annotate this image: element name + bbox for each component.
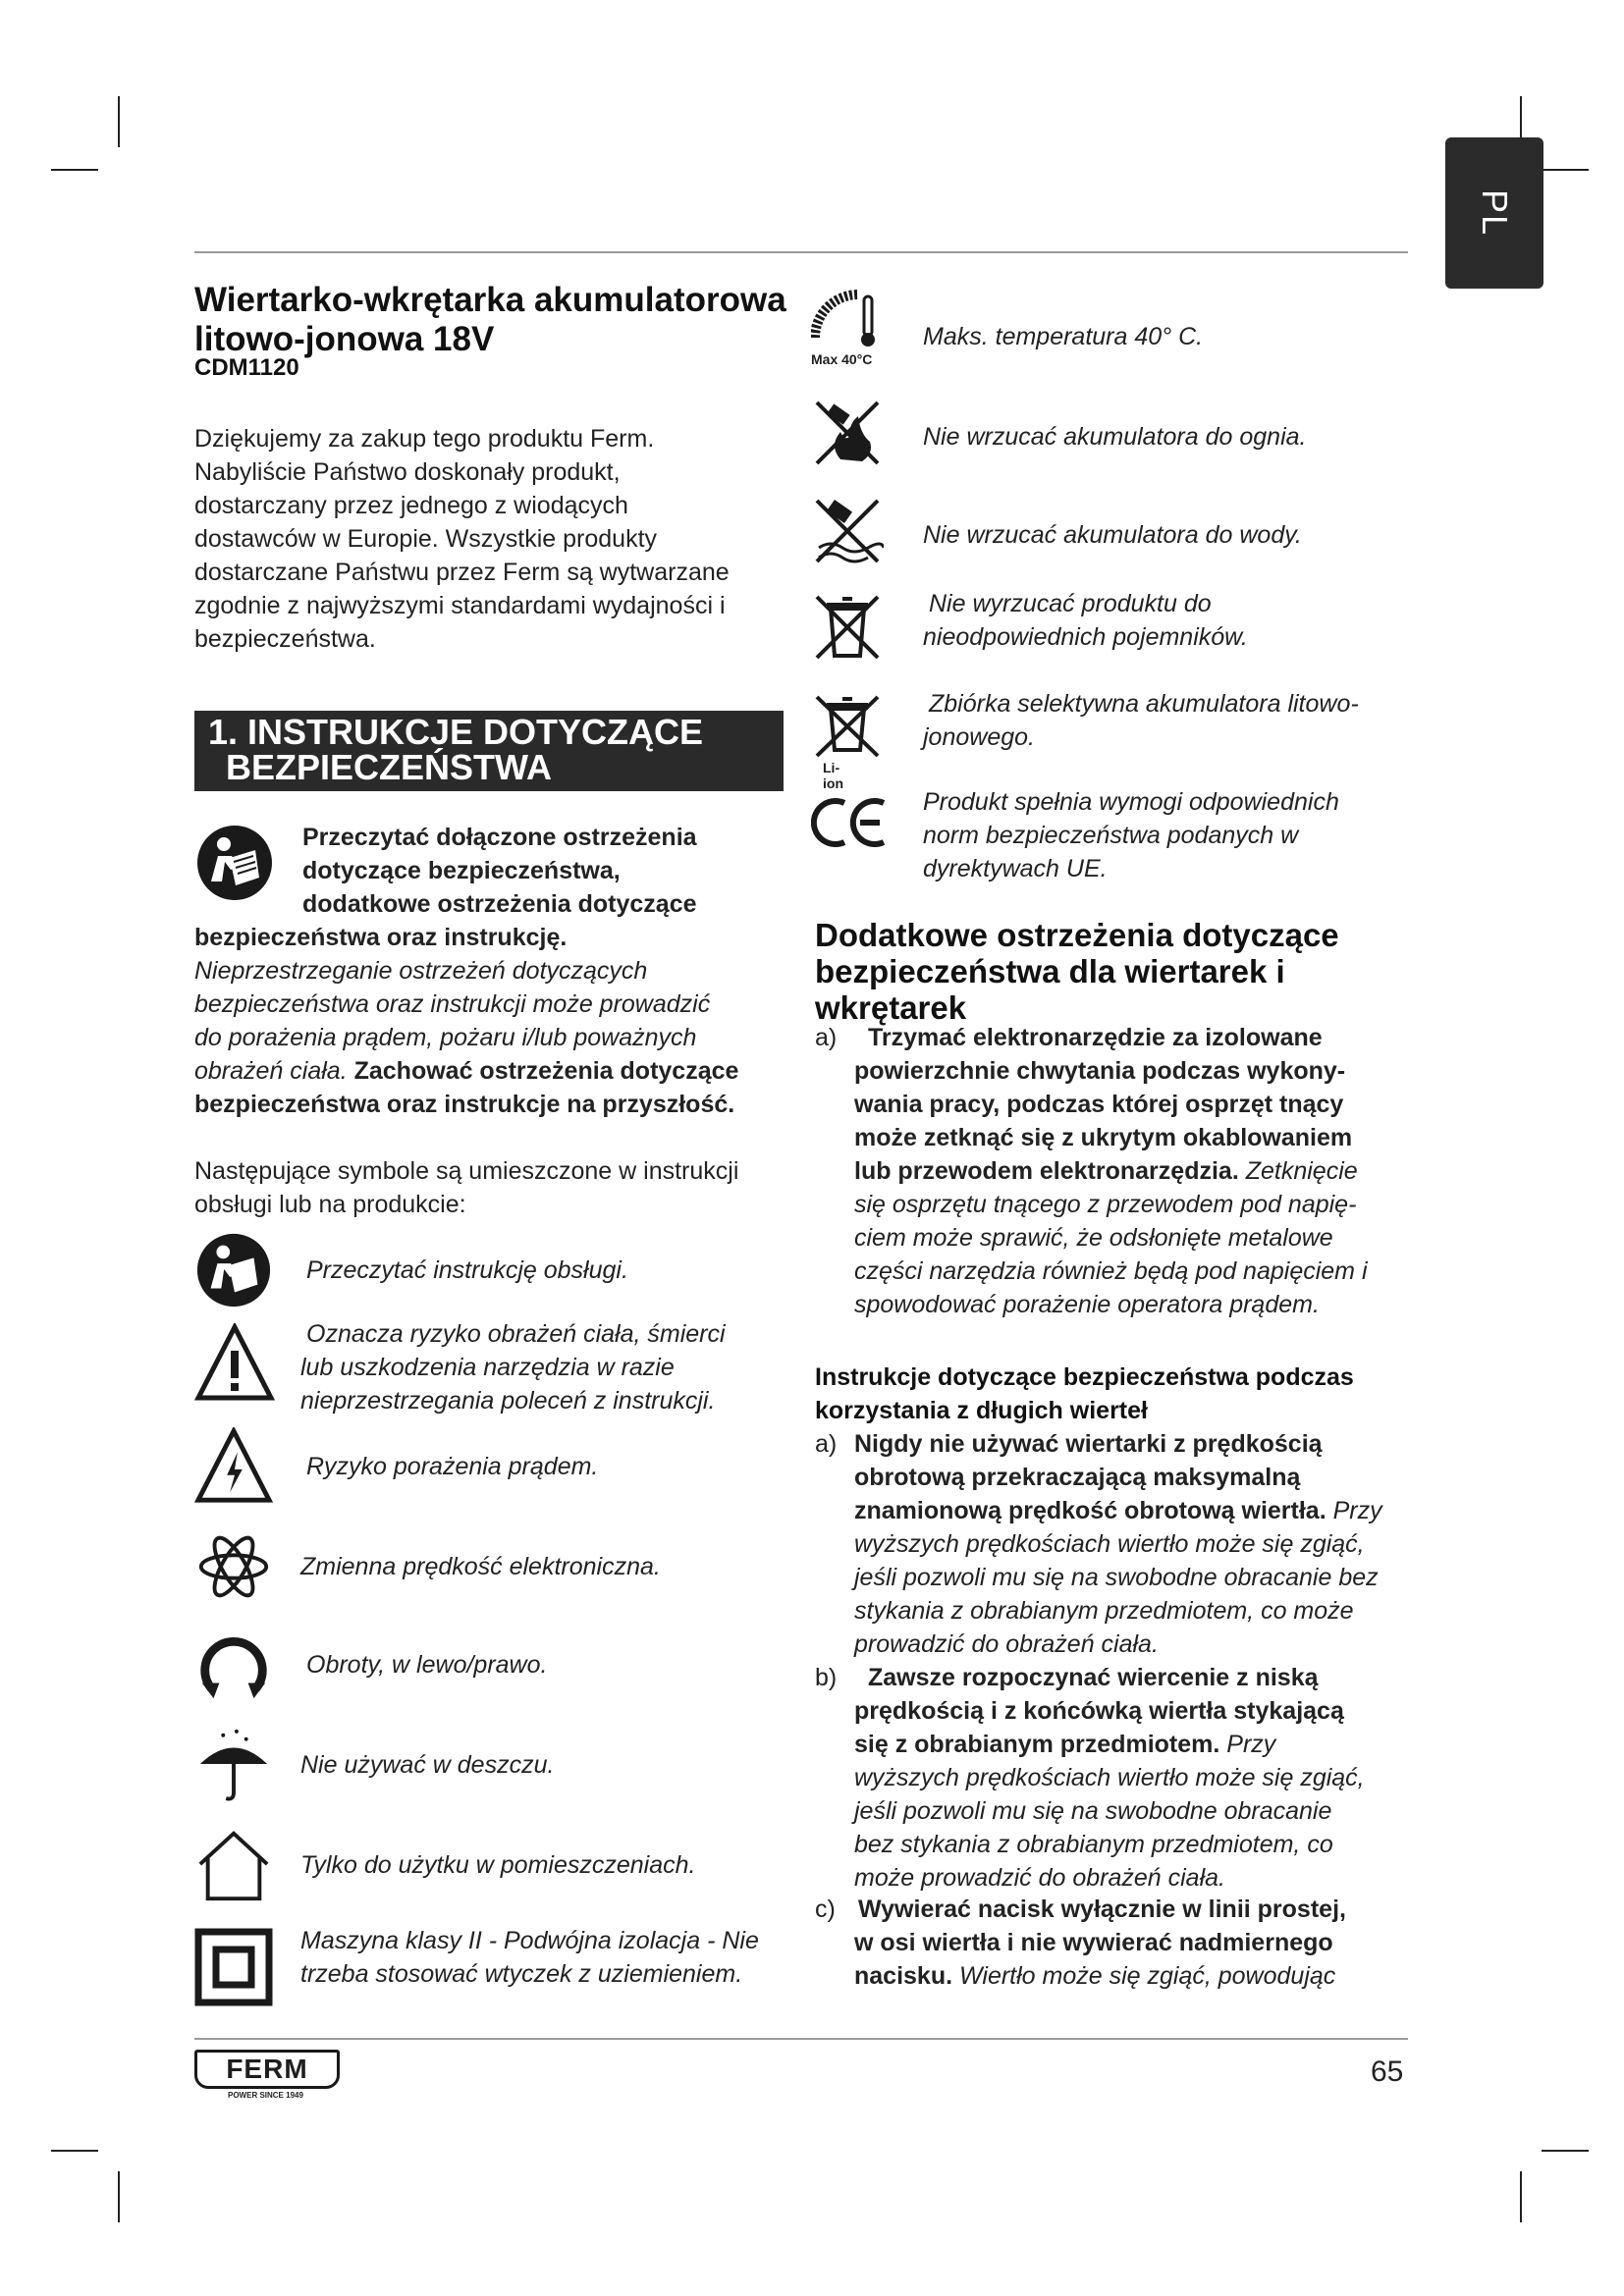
crossed-bin-icon xyxy=(811,591,884,664)
max-temperature-icon xyxy=(811,289,882,351)
page-title: Wiertarko-wkrętarka akumulatorowa litowo-jonowa 18V xyxy=(194,281,786,358)
crop-mark xyxy=(118,96,120,147)
rotation-icon xyxy=(194,1626,273,1704)
model-number: CDM1120 xyxy=(194,354,299,381)
symbol-row: Nie używać w deszczu. xyxy=(194,1726,554,1804)
symbol-row: Ryzyko porażenia prądem. xyxy=(194,1427,598,1506)
read-manual-icon xyxy=(194,1231,273,1309)
read-manual-icon xyxy=(194,823,275,903)
list-item: b) Zawsze rozpoczynać wiercenie z niską prędkością i z końcówką wiertła stykającą się z obrabianym przedmiotem. Przy wyższych prędkościach wiertło może się zgiąć, jeśli pozwoli mu się na swobodne obracanie bez stykania z obrabianym przedmiotem, co może prowadzić do obrażeń ciała. xyxy=(815,1664,1365,1892)
no-water-icon xyxy=(811,495,884,567)
electric-shock-icon xyxy=(194,1427,273,1506)
symbol-row: Obroty, w lewo/prawo. xyxy=(194,1626,547,1704)
language-tab xyxy=(1445,137,1543,289)
variable-speed-icon xyxy=(194,1527,273,1606)
footer-rule xyxy=(194,2038,1408,2040)
symbol-row: Tylko do użytku w pomieszczeniach. xyxy=(194,1826,695,1904)
ce-mark-icon xyxy=(811,795,890,850)
list-item: a) Trzymać elektronarzędzie za izolowane powierzchnie chwytania podczas wykony- wania pracy, podczas której osprzęt tnący może zetknąć się z ukrytym okablowaniem lub przewodem elektronarzędzia. Zetknięcie się osprzętu tnącego z przewodem pod napię- ciem może sprawić, że odsłonięte metalowe części narzędzia również będą pod napięciem i spowodować porażenie operatora prądem. xyxy=(815,1024,1368,1318)
list-item: c) Wywierać nacisk wyłącznie w linii prostej, w osi wiertła i nie wywierać nadmiernego nacisku. Wiertło może się zgiąć, powodując xyxy=(815,1896,1346,1990)
page-number: 65 xyxy=(1371,2056,1404,2088)
class-ii-icon xyxy=(194,1928,273,2006)
crop-mark xyxy=(1520,2171,1522,2222)
intro-paragraph: Dziękujemy za zakup tego produktu Ferm. Nabyliście Państwo doskonały produkt, dostarczany przez jednego z wiodących dostawców w Europie. Wszystkie produkty dostarczane Państwu przez Ferm są wytwarzane zgodnie z najwyższymi standardami wydajności i bezpieczeństwa. xyxy=(194,425,730,653)
no-fire-icon xyxy=(811,397,884,469)
ferm-logo: FERM POWER SINCE 1949 xyxy=(194,2050,342,2103)
header-rule xyxy=(194,251,1408,253)
li-ion-label: Li-ion xyxy=(823,760,843,791)
crop-mark xyxy=(1542,2150,1589,2152)
crop-mark xyxy=(51,169,98,171)
max-temperature-label: Max 40°C xyxy=(811,351,873,367)
warning-bold-lines: Przeczytać dołączone ostrzeżenia dotyczące bezpieczeństwa, dodatkowe ostrzeżenia dotyczące xyxy=(302,824,697,918)
li-ion-bin-icon xyxy=(811,695,884,760)
language-tab-label: PL xyxy=(1475,188,1515,238)
crop-mark xyxy=(118,2171,120,2222)
additional-warnings-heading: Dodatkowe ostrzeżenia dotyczące bezpieczeństwa dla wiertarek i wkrętarek xyxy=(815,917,1339,1026)
long-bits-heading: Instrukcje dotyczące bezpieczeństwa podczas korzystania z długich wierteł xyxy=(815,1363,1354,1424)
symbol-row: Przeczytać instrukcję obsługi. xyxy=(194,1231,628,1309)
warning-triangle-icon xyxy=(194,1323,275,1404)
crop-mark xyxy=(51,2150,98,2152)
warning-text: bezpieczeństwa oraz instrukcję. Nieprzestrzeganie ostrzeżeń dotyczących bezpieczeństwa oraz instrukcji może prowadzić do porażenia prądem, pożaru i/lub poważnych obrażeń ciała. Zachować ostrzeżenia dotyczące bezpieczeństwa oraz instrukcje na przyszłość. xyxy=(194,924,739,1118)
symbol-row: Zmienna prędkość elektroniczna. xyxy=(194,1527,661,1606)
ferm-logo-box: FERM xyxy=(194,2050,340,2089)
list-item: a) Nigdy nie używać wiertarki z prędkością obrotową przekraczającą maksymalną znamionową prędkość obrotową wiertła. Przy wyższych prędkościach wiertło może się zgiąć, jeśli pozwoli mu się na swobodne obracanie bez stykania z obrabianym przedmiotem, co może prowadzić do obrażeń ciała. xyxy=(815,1430,1382,1658)
section-heading: 1. INSTRUKCJE DOTYCZĄCE BEZPIECZEŃSTWA xyxy=(194,711,784,791)
symbols-intro: Następujące symbole są umieszczone w instrukcji obsługi lub na produkcie: xyxy=(194,1157,739,1218)
crop-mark xyxy=(1542,169,1589,171)
house-icon xyxy=(194,1826,273,1904)
umbrella-icon xyxy=(194,1726,273,1804)
